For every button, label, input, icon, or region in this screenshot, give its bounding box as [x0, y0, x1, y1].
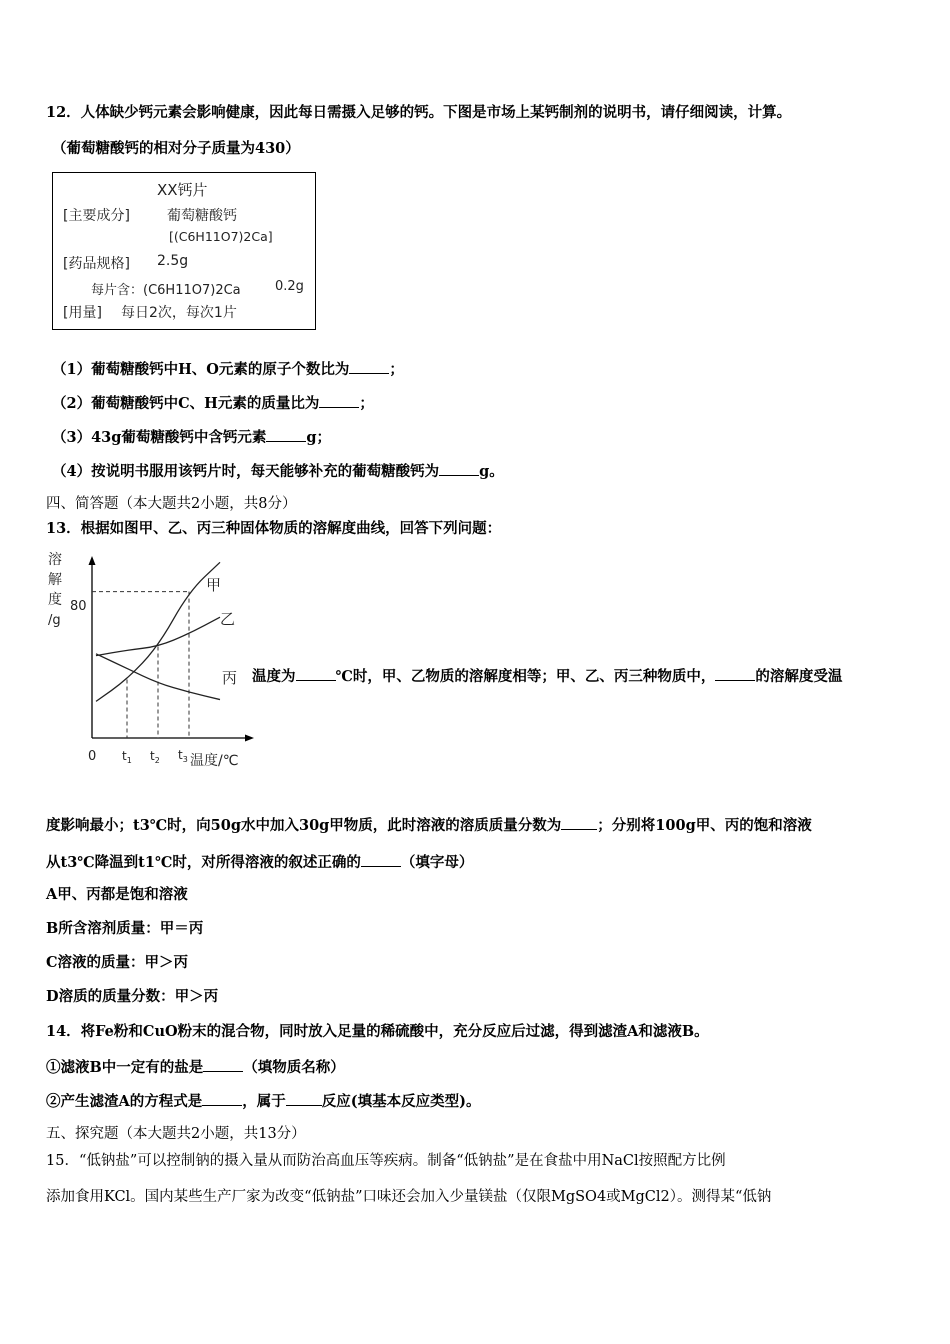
answer-blank[interactable] — [266, 427, 306, 442]
x-tick-t1: $t_1$ — [122, 749, 132, 765]
y-tick-80: 80 — [70, 599, 87, 614]
y-label-char: 度 — [48, 592, 62, 608]
q13-option-a: A甲、丙都是饱和溶液 — [46, 886, 188, 903]
q15-line-2: 添加食用KCl。国内某些生产厂家为改变“低钠盐”口味还会加入少量镁盐（仅限MgSO4或MgCl2）。测得某“低钠 — [46, 1189, 772, 1205]
answer-blank[interactable] — [349, 359, 389, 374]
y-axis-arrow — [89, 556, 96, 565]
label-dosage-key: [用量] — [63, 305, 102, 321]
label-ingredient-val: 葡萄糖酸钙 — [167, 208, 237, 224]
answer-blank[interactable] — [286, 1091, 322, 1106]
label-per-tablet-amount: 0.2g — [275, 279, 304, 294]
answer-blank[interactable] — [439, 461, 479, 476]
legend-jia: 甲 — [206, 576, 222, 594]
label-formula: [(C6H11O7)2Ca] — [169, 229, 273, 244]
label-title: XX钙片 — [157, 181, 208, 199]
q12-stem: 12．人体缺少钙元素会影响健康，因此每日需摄入足够的钙。下图是市场上某钙制剂的说明书，请仔细阅读，计算。 — [46, 104, 792, 121]
q13-text-2: 度影响最小；t3℃时，向50g水中加入30g甲物质，此时溶液的溶质质量分数为 ；分别将100g甲、丙的饱和溶液 — [46, 817, 812, 834]
calcium-label — [52, 172, 316, 330]
label-per-tablet: 每片含：(C6H11O7)2Ca — [91, 283, 241, 298]
x-axis-arrow — [245, 735, 254, 742]
answer-blank[interactable] — [296, 666, 336, 681]
q12-sub2: （2）葡萄糖酸钙中C、H元素的质量比为 ； — [52, 395, 374, 412]
answer-blank[interactable] — [361, 852, 401, 867]
q14-sub2: ②产生滤渣A的方程式是 ，属于 反应(填基本反应类型)。 — [46, 1093, 481, 1110]
y-label-char: 解 — [48, 572, 62, 588]
q14-stem: 14．将Fe粉和CuO粉末的混合物，同时放入足量的稀硫酸中，充分反应后过滤，得到滤渣A和滤液B。 — [46, 1023, 709, 1040]
y-axis-label — [48, 551, 62, 628]
y-label-char: 溶 — [48, 552, 62, 568]
q12-sub1: （1）葡萄糖酸钙中H、O元素的原子个数比为 ； — [52, 361, 404, 378]
q14-sub1: ①滤液B中一定有的盐是 （填物质名称） — [46, 1059, 345, 1076]
curve-jia — [96, 562, 220, 701]
q12-sub3: （3）43g葡萄糖酸钙中含钙元素 g； — [52, 429, 332, 446]
y-label-char: /g — [48, 613, 61, 628]
x-tick-t2: $t_2$ — [150, 749, 160, 765]
answer-blank[interactable] — [561, 815, 597, 830]
legend-bing: 丙 — [222, 669, 238, 687]
x-axis-label: 温度/℃ — [190, 753, 239, 769]
label-dosage-val: 每日2次，每次1片 — [121, 305, 237, 321]
answer-blank[interactable] — [319, 393, 359, 408]
label-spec-val: 2.5g — [157, 253, 189, 269]
q13-text-1: 温度为 ℃时，甲、乙物质的溶解度相等；甲、乙、丙三种物质中， 的溶解度受温 — [252, 668, 843, 685]
q13-option-c: C溶液的质量：甲＞丙 — [46, 954, 189, 971]
q13-text-3: 从t3℃降温到t1℃时，对所得溶液的叙述正确的 （填字母） — [46, 854, 474, 871]
label-ingredient-key: [主要成分] — [63, 208, 130, 224]
q15-line-1: 15．“低钠盐”可以控制钠的摄入量从而防治高血压等疾病。制备“低钠盐”是在食盐中用NaCl按照配方比例 — [46, 1153, 726, 1169]
answer-blank[interactable] — [202, 1091, 242, 1106]
x-tick-t3: $t_3$ — [178, 748, 188, 764]
x-tick-0: 0 — [88, 749, 97, 764]
label-spec-key: [药品规格] — [63, 256, 130, 272]
section-4-heading: 四、简答题（本大题共2小题，共8分） — [46, 496, 297, 512]
solubility-chart — [40, 548, 255, 773]
q13-option-b: B所含溶剂质量：甲＝丙 — [46, 920, 204, 937]
legend-yi: 乙 — [220, 610, 236, 628]
q12-note: （葡萄糖酸钙的相对分子质量为430） — [52, 140, 300, 157]
q12-sub4: （4）按说明书服用该钙片时，每天能够补充的葡萄糖酸钙为 g。 — [52, 463, 504, 480]
answer-blank[interactable] — [203, 1057, 243, 1072]
answer-blank[interactable] — [715, 666, 755, 681]
q13-option-d: D溶质的质量分数：甲＞丙 — [46, 988, 219, 1005]
q13-stem: 13．根据如图甲、乙、丙三种固体物质的溶解度曲线，回答下列问题： — [46, 520, 502, 537]
section-5-heading: 五、探究题（本大题共2小题，共13分） — [46, 1126, 306, 1142]
